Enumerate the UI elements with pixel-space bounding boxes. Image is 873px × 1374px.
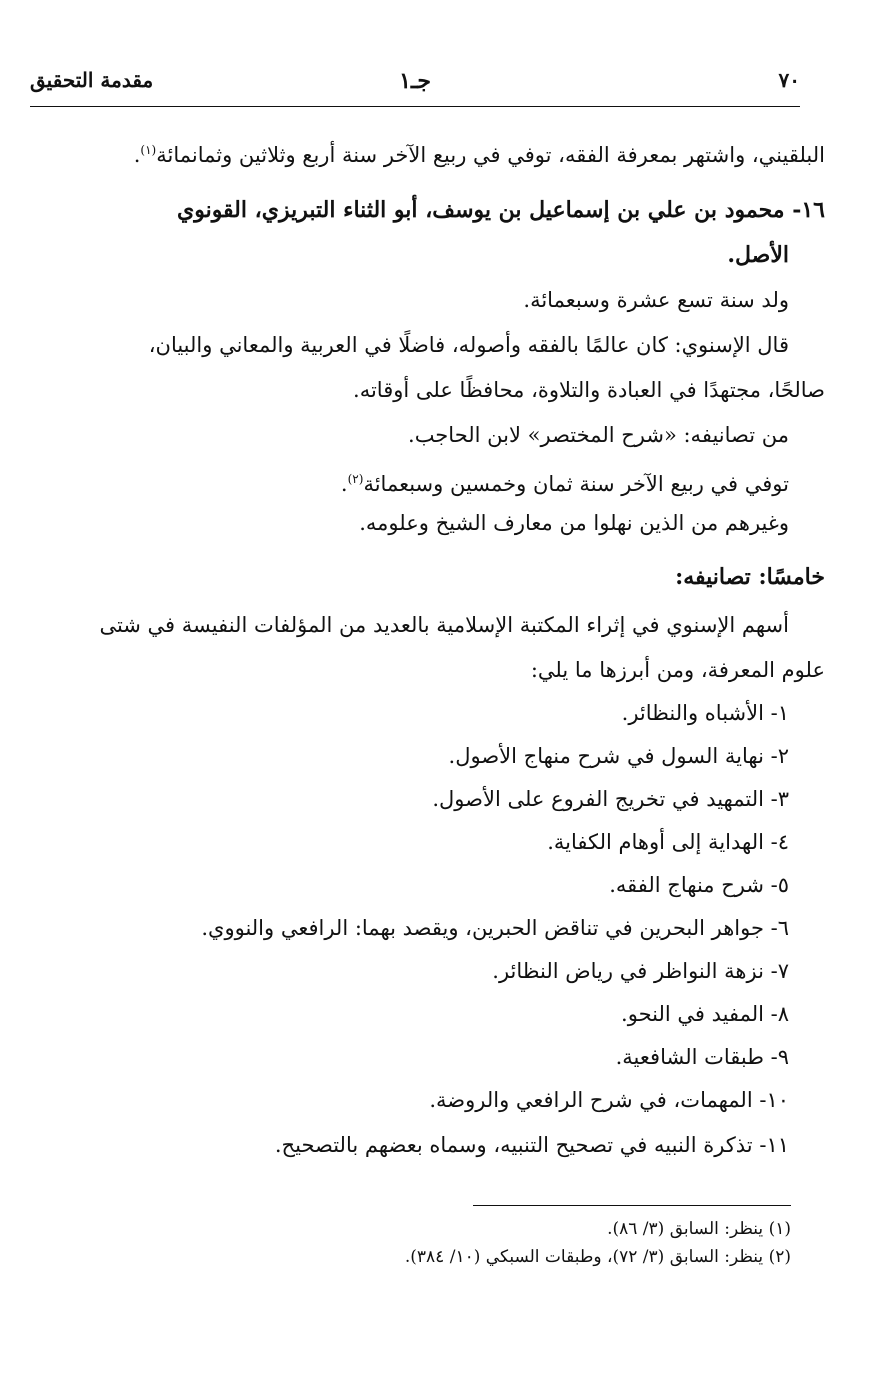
body-line: علوم المعرفة، ومن أبرزها ما يلي:: [530, 658, 825, 682]
volume-label: جـ١: [399, 68, 431, 94]
biography-heading-cont: الأصل.: [727, 242, 789, 268]
list-item: ٩- طبقات الشافعية.: [615, 1045, 789, 1069]
list-item: ٨- المفيد في النحو.: [621, 1002, 789, 1026]
biography-heading: ١٦- محمود بن علي بن إسماعيل بن يوسف، أبو الثناء التبريزي، القونوي: [176, 197, 825, 223]
body-line: [134, 135, 825, 170]
header-divider: [30, 106, 800, 107]
running-title: مقدمة التحقيق: [30, 68, 154, 92]
footnote: (٢) ينظر: السابق (٣/ ٧٢)، وطبقات السبكي (١٠/ ٣٨٤).: [404, 1247, 791, 1267]
body-text: .: [340, 472, 348, 496]
body-line: أسهم الإسنوي في إثراء المكتبة الإسلامية بالعديد من المؤلفات النفيسة في شتى: [99, 613, 789, 637]
footnote-ref: (٢): [347, 472, 364, 486]
body-line: وغيرهم من الذين نهلوا من معارف الشيخ وعلومه.: [359, 511, 789, 535]
list-item: ٥- شرح منهاج الفقه.: [609, 873, 789, 897]
list-item: ٢- نهاية السول في شرح منهاج الأصول.: [448, 744, 789, 768]
list-item: ١١- تذكرة النبيه في تصحيح التنبيه، وسماه بعضهم بالتصحيح.: [274, 1133, 789, 1157]
list-item: ٣- التمهيد في تخريج الفروع على الأصول.: [432, 787, 789, 811]
page-header: [30, 66, 800, 100]
section-heading: خامسًا: تصانيفه:: [675, 564, 825, 590]
body-line: صالحًا، مجتهدًا في العبادة والتلاوة، محافظًا على أوقاته.: [353, 378, 825, 402]
list-item: ٧- نزهة النواظر في رياض النظائر.: [492, 959, 789, 983]
list-item: ٦- جواهر البحرين في تناقض الحبرين، ويقصد بهما: الرافعي والنووي.: [201, 916, 789, 940]
footnote-ref: (١): [140, 143, 157, 157]
body-line: من تصانيفه: «شرح المختصر» لابن الحاجب.: [408, 423, 789, 447]
body-text: .: [133, 143, 141, 167]
body-line: قال الإسنوي: كان عالمًا بالفقه وأصوله، فاضلًا في العربية والمعاني والبيان،: [148, 333, 789, 357]
footnote-divider: [473, 1205, 791, 1206]
list-item: ٤- الهداية إلى أوهام الكفاية.: [547, 830, 789, 854]
page-number: ٧٠: [778, 68, 800, 92]
footnote: (١) ينظر: السابق (٣/ ٨٦).: [607, 1219, 791, 1239]
body-line: ولد سنة تسع عشرة وسبعمائة.: [523, 288, 789, 312]
list-item: ١- الأشباه والنظائر.: [621, 701, 789, 725]
body-line: [341, 464, 789, 499]
list-item: ١٠- المهمات، في شرح الرافعي والروضة.: [429, 1088, 789, 1112]
body-text: توفي في ربيع الآخر سنة ثمان وخمسين وسبعمائة: [363, 472, 789, 496]
body-text: البلقيني، واشتهر بمعرفة الفقه، توفي في ربيع الآخر سنة أربع وثلاثين وثمانمائة: [156, 143, 825, 167]
